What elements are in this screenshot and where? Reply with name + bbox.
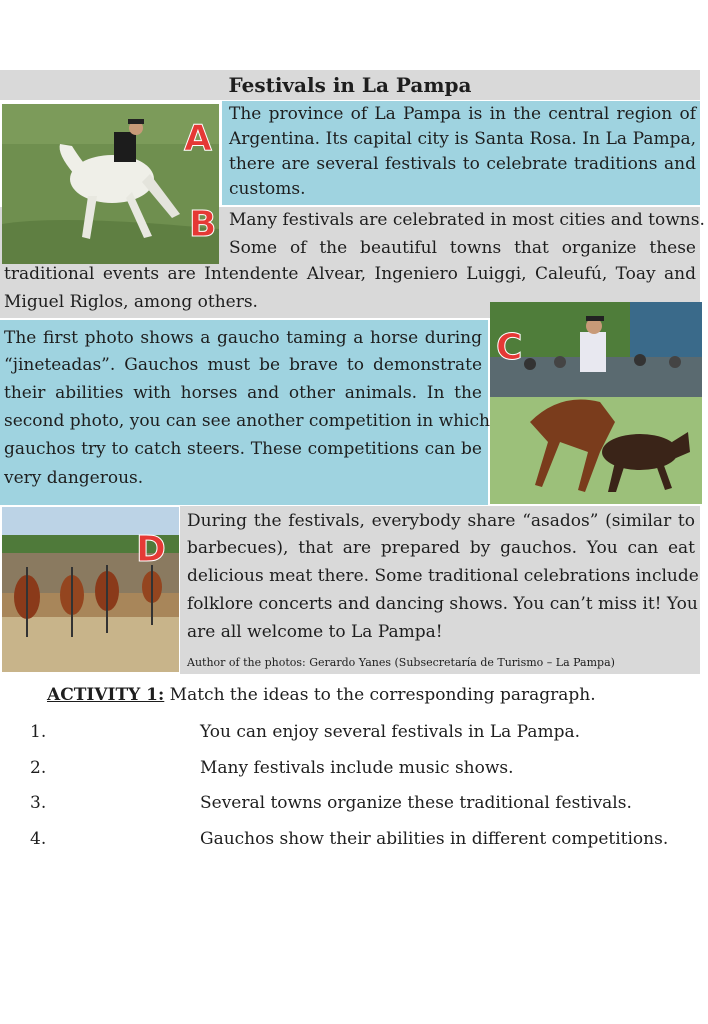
paragraph-d-line: During the festivals, everybody share “asados” (similar to <box>187 511 695 531</box>
paragraph-c-line: second photo, you can see another competition in which <box>4 411 490 431</box>
letter-c: C <box>496 327 523 368</box>
paragraph-c-line: their abilities with horses and other animals. In the <box>4 383 482 403</box>
paragraph-b-line: Miguel Riglos, among others. <box>4 292 258 312</box>
item-text: You can enjoy several festivals in La Pampa. <box>200 722 581 742</box>
paragraph-b-line: traditional events are Intendente Alvear, Ingeniero Luiggi, Caleufú, Toay and <box>4 264 696 284</box>
paragraph-d-line: folklore concerts and dancing shows. You can’t miss it! You <box>187 594 698 614</box>
paragraph-c-line: “jineteadas”. Gauchos must be brave to demonstrate <box>4 355 482 375</box>
item-number: 2. <box>30 758 47 778</box>
item-number: 3. <box>30 793 47 813</box>
paragraph-a-line: customs. <box>229 179 306 199</box>
paragraph-c-line: gauchos try to catch steers. These competitions can be <box>4 439 482 459</box>
paragraph-c-line: very dangerous. <box>4 468 144 488</box>
paragraph-a-line: The province of La Pampa is in the central region of <box>229 104 696 124</box>
activity-list <box>0 718 700 868</box>
letter-b: B <box>189 204 217 245</box>
paragraph-d-line: are all welcome to La Pampa! <box>187 622 443 642</box>
paragraph-b-line: Many festivals are celebrated in most cities and towns. <box>229 210 705 230</box>
letter-a: A <box>184 118 212 159</box>
photo-credit: Author of the photos: Gerardo Yanes (Subsecretaría de Turismo – La Pampa) <box>187 656 615 669</box>
activity-label: ACTIVITY 1: <box>47 685 165 705</box>
paragraph-c <box>4 322 490 502</box>
paragraph-b-line: Some of the beautiful towns that organize these <box>229 238 696 258</box>
paragraph-d-line: barbecues), that are prepared by gauchos. You can eat <box>187 538 695 558</box>
item-number: 4. <box>30 829 47 849</box>
item-text: Several towns organize these traditional festivals. <box>200 793 632 813</box>
activity-instruction: Match the ideas to the corresponding paragraph. <box>164 685 596 705</box>
paragraph-a-line: Argentina. Its capital city is Santa Rosa. In La Pampa, <box>229 129 696 149</box>
item-number: 1. <box>30 722 47 742</box>
item-text: Gauchos show their abilities in different competitions. <box>200 829 669 849</box>
paragraph-c-line: The first photo shows a gaucho taming a horse during <box>4 328 482 348</box>
item-text: Many festivals include music shows. <box>200 758 514 778</box>
page-title: Festivals in La Pampa <box>228 73 472 97</box>
letter-d: D <box>136 529 166 570</box>
paragraph-a <box>229 101 696 205</box>
paragraph-d-line: delicious meat there. Some traditional celebrations include <box>187 566 699 586</box>
paragraph-a-line: there are several festivals to celebrate traditions and <box>229 154 696 174</box>
paragraph-d <box>187 508 699 678</box>
activity-heading <box>47 685 687 705</box>
